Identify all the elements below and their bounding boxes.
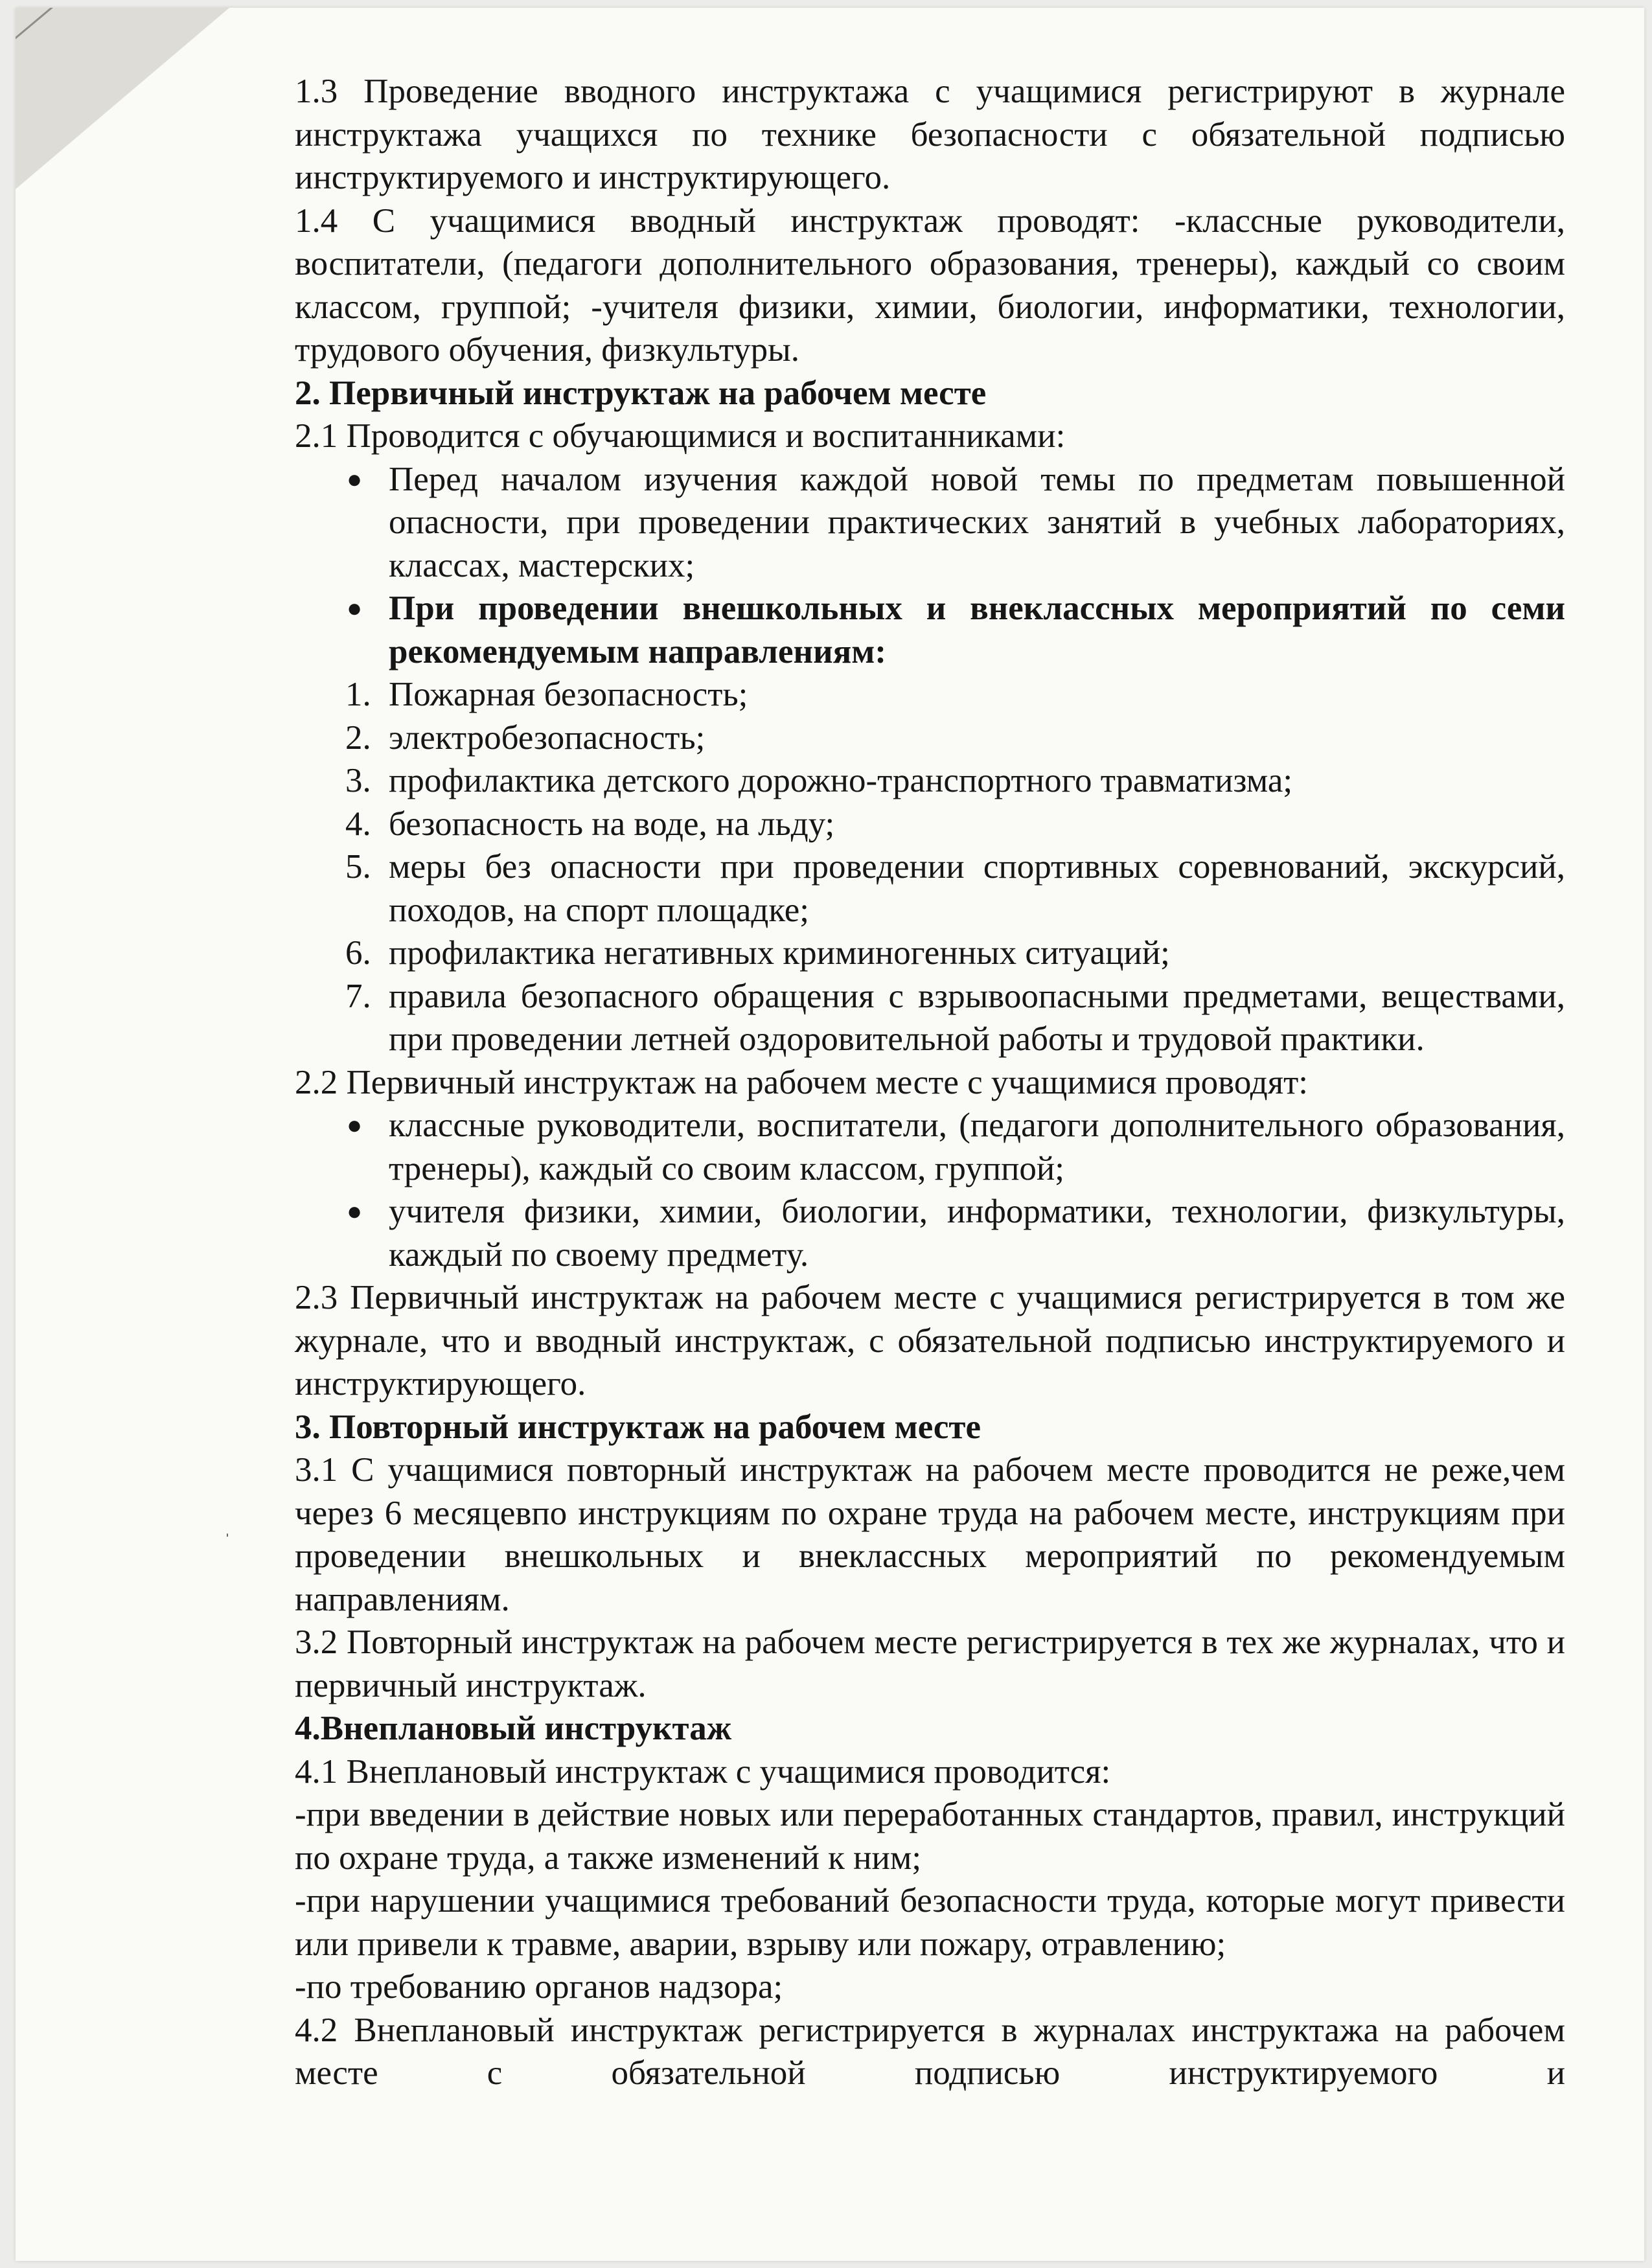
numbered-item-text: электробезопасность;: [389, 718, 706, 757]
bullet-list-2-1: [295, 458, 1565, 674]
bullet-item-text: При проведении внешкольных и внеклассных мероприятий по семи рекомендуемым направлениям:: [389, 590, 1565, 670]
paragraph-4-1-item-b: -при нарушении учащимися требований безопасности труда, которые могут привести или привели к травме, аварии, взрыву или пожару, отравлению;: [295, 1882, 1565, 1963]
numbered-item: [295, 845, 1565, 932]
paragraph-4-1-item-c: -по требованию органов надзора;: [295, 1968, 783, 2006]
bullet-item: [295, 1190, 1565, 1276]
paragraph-4-2: 4.2 Внеплановый инструктаж регистрируется в журналах инструктажа на рабочем месте с обязательной подписью инструктируемого и: [295, 2011, 1565, 2092]
numbered-item: [295, 975, 1565, 1061]
item-number: 1.: [345, 676, 371, 713]
section-heading-2: 2. Первичный инструктаж на рабочем месте: [295, 374, 987, 412]
numbered-item: [295, 803, 1565, 846]
paragraph-2-3: 2.3 Первичный инструктаж на рабочем месте с учащимися регистрируется в том же журнале, что и вводный инструктаж, с обязательной подписью инструктируемого и инструктирующего.: [295, 1279, 1565, 1403]
item-number: 4.: [345, 805, 371, 843]
numbered-item: [295, 759, 1565, 803]
numbered-item-text: правила безопасного обращения с взрывоопасными предметами, веществами, при проведении летней оздоровительной работы и трудовой практики.: [389, 977, 1565, 1058]
document-body: [295, 70, 1565, 2095]
item-number: 2.: [345, 718, 371, 757]
bullet-icon: ●: [347, 1110, 363, 1140]
numbered-item-text: меры без опасности при проведении спортивных соревнований, экскурсий, походов, на спорт площадке;: [389, 848, 1565, 929]
paragraph-2-2: 2.2 Первичный инструктаж на рабочем месте с учащимися проводят:: [295, 1063, 1309, 1101]
paragraph-4-1: 4.1 Внеплановый инструктаж с учащимися проводится:: [295, 1752, 1111, 1791]
numbered-item-text: профилактика негативных криминогенных ситуаций;: [389, 934, 1170, 972]
section-heading-3: 3. Повторный инструктаж на рабочем месте: [295, 1408, 981, 1446]
bullet-item-text: Перед началом изучения каждой новой темы по предметам повышенной опасности, при проведении практических занятий в учебных лабораториях, классах, мастерских;: [389, 460, 1565, 584]
numbered-item: [295, 932, 1565, 975]
bullet-list-2-2: [295, 1104, 1565, 1276]
paragraph-1-4: 1.4 С учащимися вводный инструктаж проводят: -классные руководители, воспитатели, (педагоги дополнительного образования, тренеры), каждый со своим классом, группой; -учителя физики, химии, биологии, информатики, технологии, трудового обучения, физкультуры.: [295, 201, 1565, 369]
bullet-item: [295, 587, 1565, 673]
bullet-icon: ●: [347, 464, 363, 494]
paragraph-4-1-item-a: -при введении в действие новых или переработанных стандартов, правил, инструкций по охране труда, а также изменений к ним;: [295, 1796, 1565, 1877]
scan-speck: ˈ: [224, 1530, 231, 1552]
paragraph-3-2: 3.2 Повторный инструктаж на рабочем месте регистрируется в тех же журналах, что и первичный инструктаж.: [295, 1623, 1565, 1704]
bullet-icon: ●: [347, 1197, 363, 1226]
item-number: 3.: [345, 762, 371, 799]
item-number: 6.: [345, 934, 371, 972]
paragraph-1-3: 1.3 Проведение вводного инструктажа с учащимися регистрируют в журнале инструктажа учащихся по технике безопасности с обязательной подписью инструктируемого и инструктирующего.: [295, 73, 1565, 196]
scanned-page: [16, 8, 1644, 2261]
bullet-item: [295, 458, 1565, 588]
item-number: 7.: [345, 977, 371, 1015]
numbered-list: [295, 673, 1565, 1061]
bullet-icon: ●: [347, 593, 363, 623]
numbered-item-text: безопасность на воде, на льду;: [389, 805, 835, 843]
numbered-item: [295, 716, 1565, 760]
paragraph-3-1: 3.1 С учащимися повторный инструктаж на рабочем месте проводится не реже,чем через 6 месяцевпо инструкциям по охране труда на рабочем месте, инструкциям при проведении внешкольных и внеклассных мероприятий по рекомендуемым направлениям.: [295, 1451, 1565, 1618]
bullet-item: [295, 1104, 1565, 1190]
numbered-item-text: профилактика детского дорожно-транспортного травматизма;: [389, 762, 1293, 799]
folded-corner: [16, 8, 229, 189]
paragraph-2-1: 2.1 Проводится с обучающимися и воспитанниками:: [295, 417, 1066, 455]
numbered-item-text: Пожарная безопасность;: [389, 676, 748, 713]
section-heading-4: 4.Внеплановый инструктаж: [295, 1710, 732, 1747]
numbered-item: [295, 673, 1565, 716]
item-number: 5.: [345, 848, 371, 886]
bullet-item-text: учителя физики, химии, биологии, информатики, технологии, физкультуры, каждый по своему предмету.: [389, 1193, 1565, 1274]
bullet-item-text: классные руководители, воспитатели, (педагоги дополнительного образования, тренеры), каждый со своим классом, группой;: [389, 1106, 1565, 1187]
